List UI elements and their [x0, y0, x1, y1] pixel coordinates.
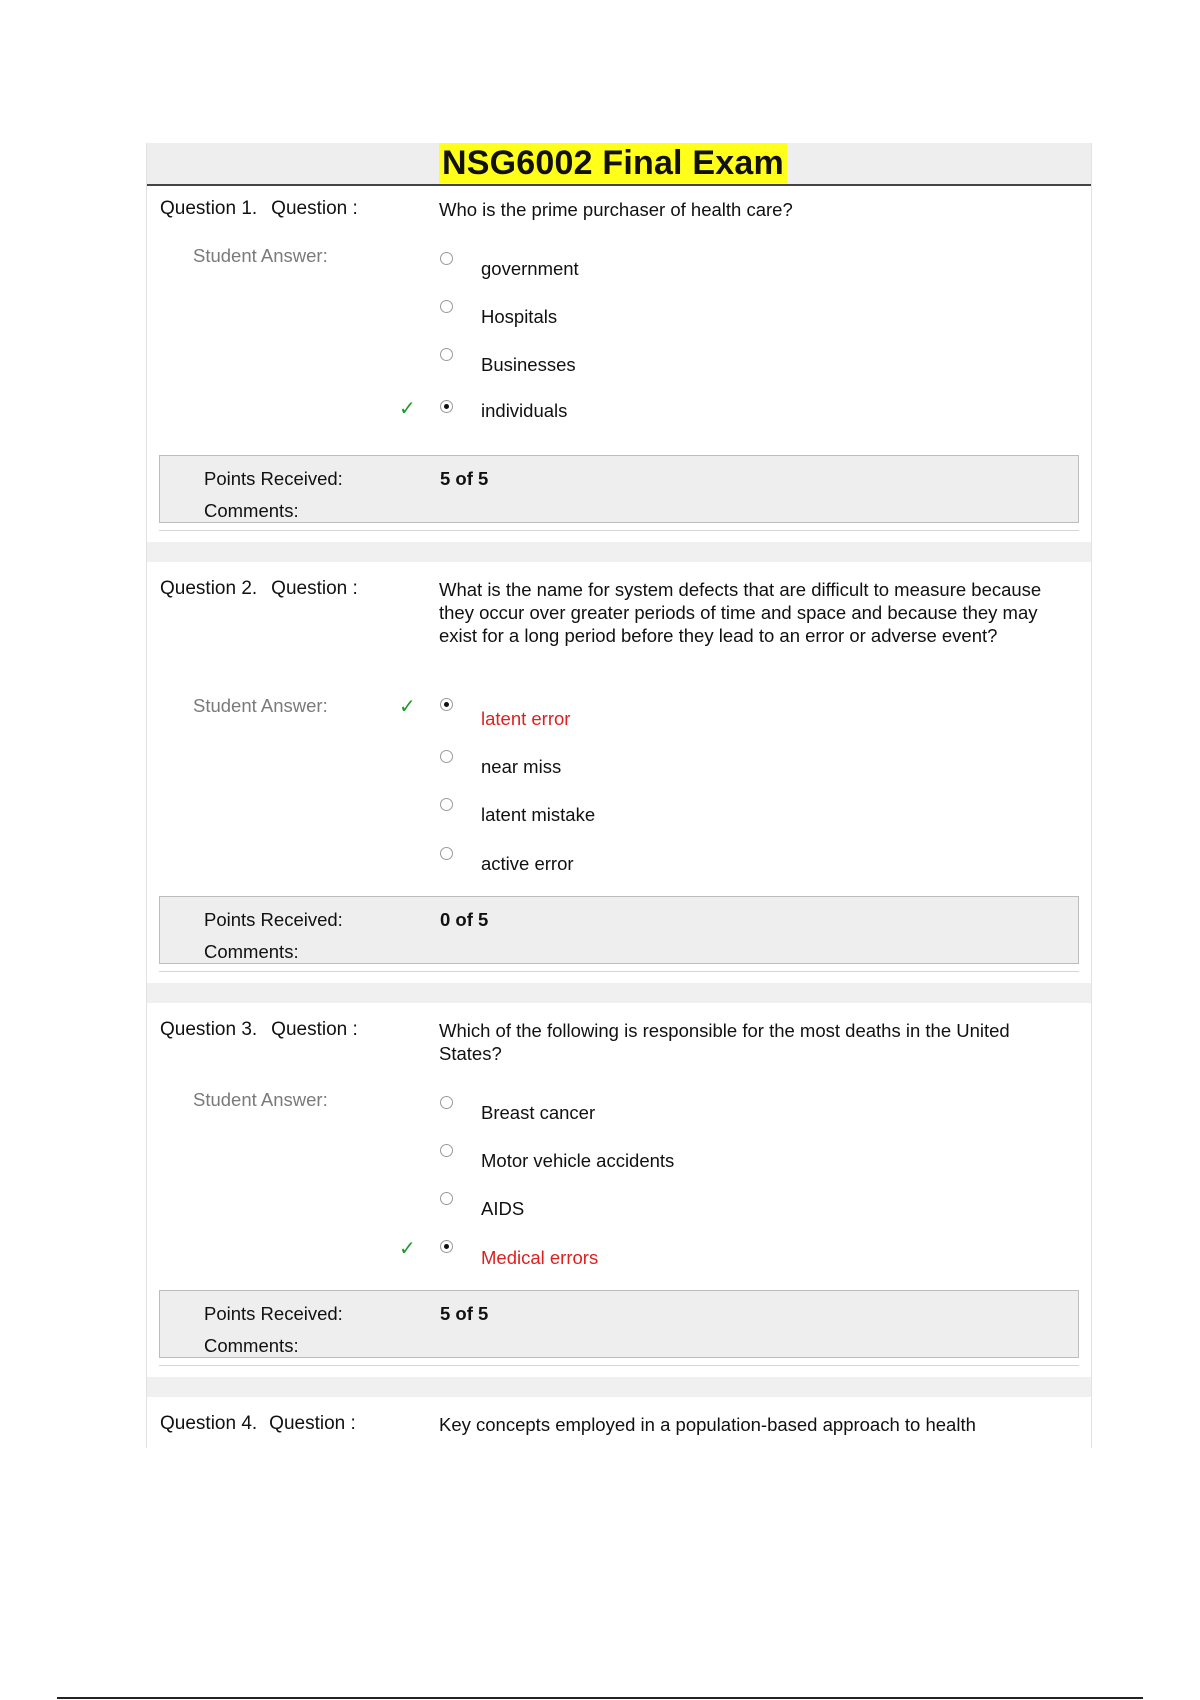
option-text: latent mistake [481, 804, 596, 825]
answer-option[interactable] [147, 306, 1091, 332]
points-received-label: Points Received: [204, 468, 343, 489]
question-prefix: Question : [271, 1019, 358, 1040]
option-text: government [481, 258, 579, 279]
radio-button-selected[interactable] [440, 1240, 453, 1253]
points-received-label: Points Received: [204, 909, 343, 930]
question-prefix: Question : [269, 1413, 356, 1434]
answer-option[interactable] [147, 354, 1091, 380]
option-text: individuals [481, 400, 568, 421]
points-box [159, 1290, 1079, 1358]
question-label [160, 1019, 358, 1041]
points-box [159, 455, 1079, 523]
question-number: Question 1. [160, 198, 258, 219]
question-number: Question 3. [160, 1019, 258, 1040]
radio-button[interactable] [440, 348, 453, 361]
student-answer-label: Student Answer: [193, 1089, 328, 1110]
option-text: active error [481, 853, 574, 874]
answer-option[interactable] [147, 853, 1091, 879]
answer-option-selected[interactable] [147, 1238, 1091, 1273]
points-value: 5 of 5 [440, 1303, 489, 1324]
radio-button[interactable] [440, 300, 453, 313]
answer-option[interactable] [147, 258, 1091, 284]
exam-title: NSG6002 Final Exam [439, 143, 787, 183]
separator [159, 1365, 1079, 1366]
separator [159, 530, 1079, 531]
radio-button[interactable] [440, 750, 453, 763]
question-label [160, 578, 358, 600]
answer-option-selected[interactable] [147, 400, 1091, 426]
question-text: Which of the following is responsible for the most deaths in the United States? [439, 1020, 1010, 1064]
option-text: AIDS [481, 1198, 525, 1219]
option-text: Motor vehicle accidents [481, 1150, 675, 1171]
question-text: Key concepts employed in a population-based approach to health [439, 1414, 976, 1435]
radio-button[interactable] [440, 847, 453, 860]
check-mark-icon: ✓ [399, 398, 416, 420]
option-text: near miss [481, 756, 562, 777]
separator-band [147, 1377, 1091, 1397]
option-text: Medical errors [481, 1247, 599, 1268]
radio-button[interactable] [440, 1144, 453, 1157]
exam-results-document [146, 143, 1092, 1448]
question-text: Who is the prime purchaser of health care? [439, 199, 793, 220]
separator [159, 971, 1079, 972]
question-label [160, 198, 358, 220]
answer-option[interactable] [147, 804, 1091, 830]
question-prefix: Question : [271, 198, 358, 219]
student-answer-label: Student Answer: [193, 695, 328, 716]
radio-button[interactable] [440, 1096, 453, 1109]
comments-label: Comments: [204, 500, 299, 521]
question-label [160, 1413, 356, 1435]
question-prefix: Question : [271, 578, 358, 599]
student-answer-label: Student Answer: [193, 245, 328, 266]
option-text: Breast cancer [481, 1102, 596, 1123]
radio-button[interactable] [440, 798, 453, 811]
check-mark-icon: ✓ [399, 1238, 416, 1260]
radio-button-selected[interactable] [440, 698, 453, 711]
check-mark-icon: ✓ [399, 696, 416, 718]
title-bar [147, 143, 1091, 186]
question-number: Question 4. [160, 1413, 258, 1434]
page-footer-rule [57, 1697, 1143, 1699]
points-received-label: Points Received: [204, 1303, 343, 1324]
separator-band [147, 542, 1091, 562]
option-text: Hospitals [481, 306, 558, 327]
question-text: What is the name for system defects that are difficult to measure because they occur over greater periods of time and space and because they may exist for a long period before they lead to an error or adverse event? [439, 579, 1042, 646]
option-text: Businesses [481, 354, 576, 375]
answer-option[interactable] [147, 756, 1091, 782]
separator-band [147, 983, 1091, 1003]
points-value: 5 of 5 [440, 468, 489, 489]
points-box [159, 896, 1079, 964]
option-text: latent error [481, 708, 571, 729]
answer-option[interactable] [147, 1102, 1091, 1128]
points-value: 0 of 5 [440, 909, 489, 930]
radio-button[interactable] [440, 1192, 453, 1205]
question-number: Question 2. [160, 578, 258, 599]
radio-button-selected[interactable] [440, 400, 453, 413]
answer-option[interactable] [147, 1150, 1091, 1176]
radio-button[interactable] [440, 252, 453, 265]
comments-label: Comments: [204, 1335, 299, 1356]
comments-label: Comments: [204, 941, 299, 962]
answer-option[interactable] [147, 1198, 1091, 1224]
